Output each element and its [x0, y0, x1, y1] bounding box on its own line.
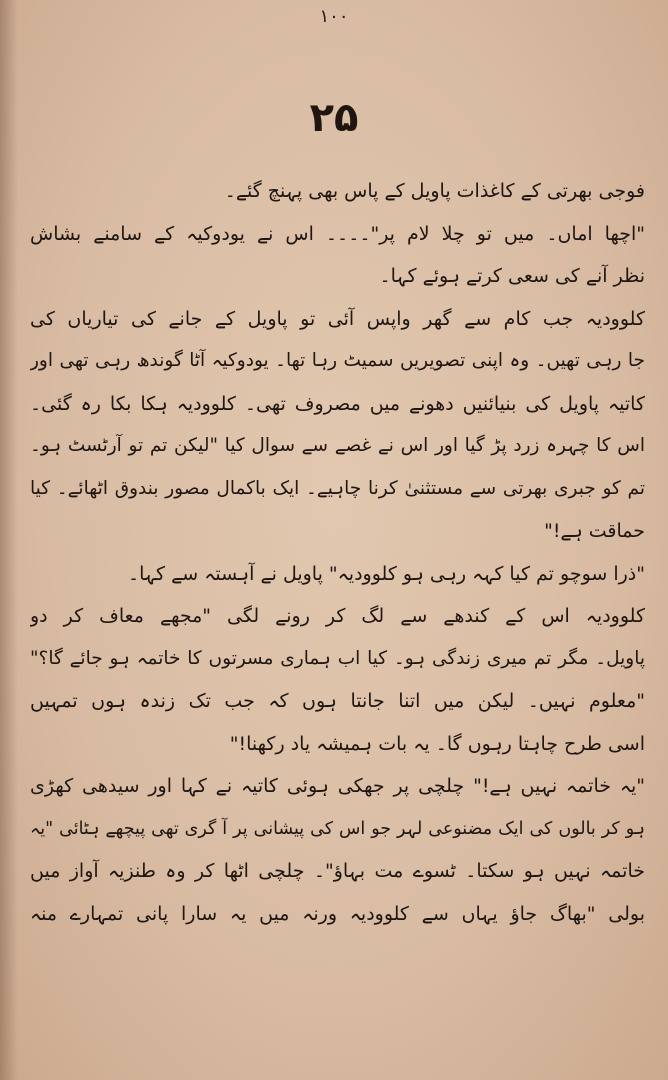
text-line: اس کا چہرہ زرد پڑ گیا اور اس نے غصے سے سوال کیا "لیکن تم تو آرٹسٹ ہو۔	[30, 435, 645, 456]
text-line: اسی طرح چاہتا رہوں گا۔ یہ بات ہمیشہ یاد رکھنا!"	[229, 732, 645, 755]
text-line: فوجی بھرتی کے کاغذات پاویل کے پاس بھی پہنچ گئے۔	[224, 180, 645, 202]
text-line: حماقت ہے!"	[544, 520, 645, 542]
text-line: نظر آنے کی سعی کرتے ہوئے کہا۔	[379, 265, 645, 287]
text-line: "ذرا سوچو تم کیا کہہ رہی ہو کلوودیہ" پاویل نے آہستہ سے کہا۔	[127, 562, 645, 585]
text-line: کلوودیہ اس کے کندھے سے لگ کر رونے لگی "مجھے معاف کر دو	[30, 605, 645, 627]
text-line: کاتیہ پاویل کی بنیائنیں دھونے میں مصروف تھی۔ کلوودیہ ہکا بکا رہ گئی۔	[30, 392, 645, 415]
text-line: "یہ خاتمہ نہیں ہے!" چلچی پر جھکی ہوئی کاتیہ نے کہا اور سیدھی کھڑی	[30, 775, 645, 797]
text-line: کلوودیہ جب کام سے گھر واپس آئی تو پاویل کے جانے کی تیاریاں کی	[30, 307, 645, 330]
chapter-number: ۲۵	[309, 95, 359, 141]
text-line: جا رہی تھیں۔ وہ اپنی تصویریں سمیٹ رہا تھا۔ یودوکیہ آٹا گوندھ رہی تھی اور	[30, 350, 645, 371]
text-line: خاتمہ نہیں ہو سکتا۔ ٹسوے مت بہاؤ"۔ چلچی اٹھا کر وہ طنزیہ آواز میں	[30, 860, 645, 882]
chapter-body-text	[30, 170, 645, 1050]
text-line: بولی "بھاگ جاؤ یہاں سے کلوودیہ ورنہ میں یہ سارا پانی تمہارے منہ	[30, 902, 645, 925]
text-line: پاویل۔ مگر تم میری زندگی ہو۔ کیا اب ہماری مسرتوں کا خاتمہ ہو جائے گا؟"	[30, 647, 645, 669]
text-line: ہو کر بالوں کی ایک مضنوعی لہر جو اس کی پیشانی پر آ گری تھی پیچھے ہٹائی "یہ	[30, 818, 645, 839]
text-line: تم کو جبری بھرتی سے مستثنیٰ کرنا چاہیے۔ ایک باکمال مصور بندوق اٹھائے۔ کیا	[30, 477, 645, 499]
page-number: ۱۰۰	[319, 6, 349, 27]
text-line: "اچھا اماں۔ میں تو چلا لام پر"۔۔۔۔ اس نے یودوکیہ کے سامنے بشاش	[30, 222, 645, 245]
text-line: "معلوم نہیں۔ لیکن میں اتنا جانتا ہوں کہ جب تک زندہ ہوں تمہیں	[30, 690, 645, 712]
page-binding-shadow	[0, 0, 18, 1080]
